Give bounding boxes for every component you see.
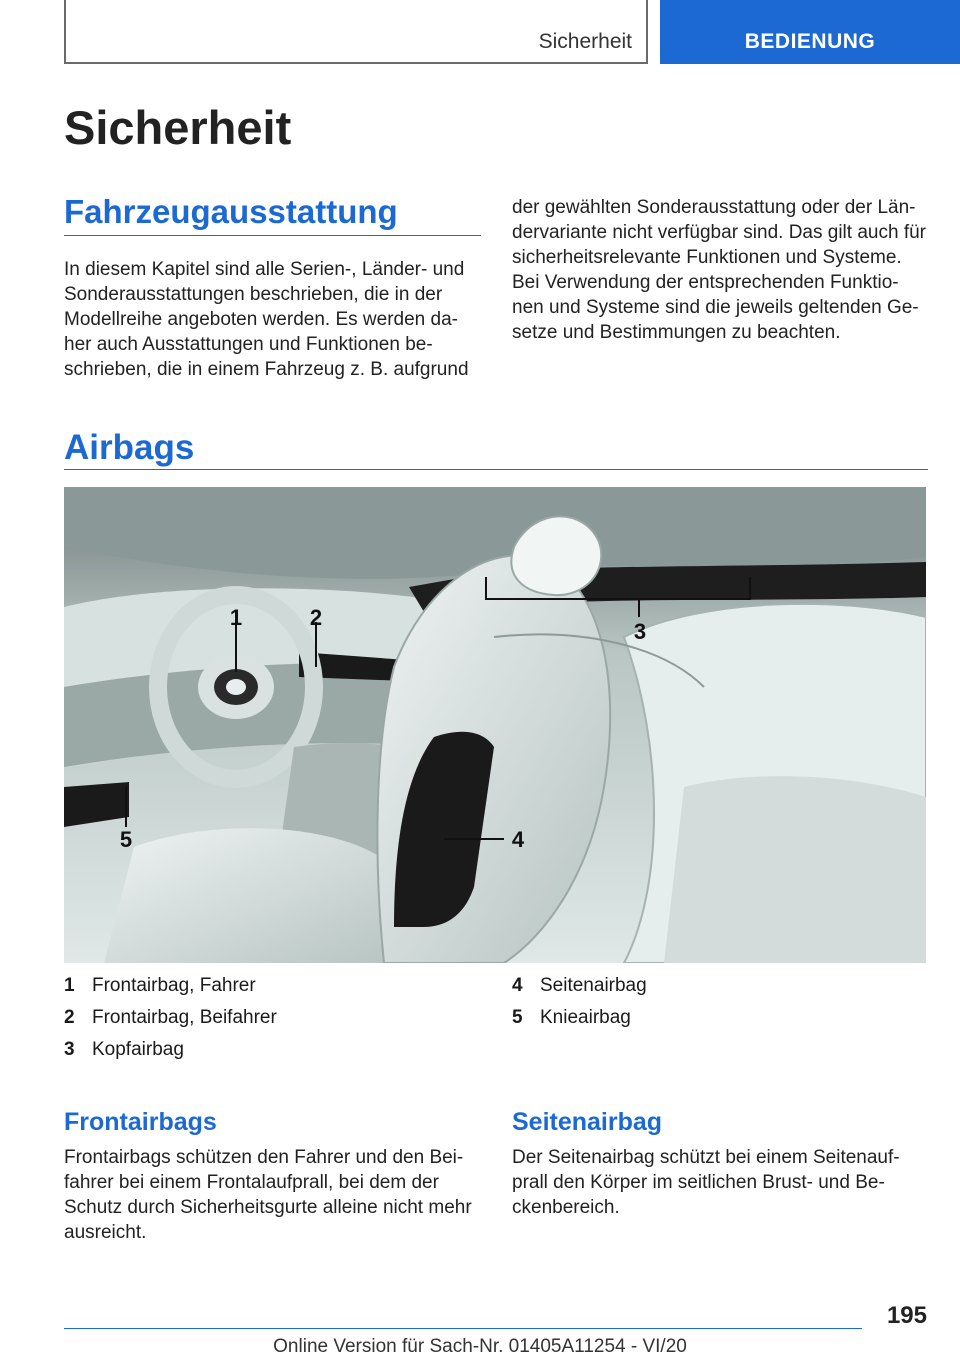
callout-1: 1 xyxy=(229,605,243,630)
callout-3: 3 xyxy=(633,619,647,644)
header-frame xyxy=(64,0,648,64)
page-number: 195 xyxy=(886,1302,927,1329)
airbag-illustration xyxy=(64,487,926,963)
page-title: Sicherheit xyxy=(64,101,292,154)
seitenairbag-text: Der Seitenairbag schützt bei einem Seitenauf- prall den Körper im seitlichen Brust- und Be- ckenbereich. xyxy=(512,1147,900,1218)
legend-item: 4 Seitenairbag xyxy=(512,975,647,996)
footer-version-text: Online Version für Sach-Nr. 01405A11254 - VI/20 xyxy=(273,1336,687,1357)
heading-frontairbags: Frontairbags xyxy=(64,1108,217,1136)
heading-rule xyxy=(64,469,928,470)
legend-item: 1 Frontairbag, Fahrer xyxy=(64,975,256,996)
callout-2: 2 xyxy=(309,605,323,630)
legend-item: 3 Kopfairbag xyxy=(64,1039,184,1060)
heading-rule xyxy=(64,235,481,236)
legend-col1 xyxy=(64,970,277,1066)
heading-seitenairbag: Seitenairbag xyxy=(512,1108,663,1136)
footer-rule xyxy=(64,1328,862,1329)
legend-item: 5 Knieairbag xyxy=(512,1007,631,1028)
legend-col2 xyxy=(512,970,647,1034)
intro-col1: In diesem Kapitel sind alle Serien-, Länder- und Sonderausstattungen beschrieben, die in der Modellreihe angeboten werden. Es werden da- her auch Ausstattungen und Funktionen be- schrieben, die in einem Fahrzeug z. B. aufgrund xyxy=(64,259,469,380)
header-section-label: Sicherheit xyxy=(538,30,632,53)
callout-5: 5 xyxy=(119,827,133,852)
heading-airbags: Airbags xyxy=(64,428,195,467)
legend-item: 2 Frontairbag, Beifahrer xyxy=(64,1007,277,1028)
intro-col2: der gewählten Sonderausstattung oder der Län- dervariante nicht verfügbar sind. Das gilt auch für sicherheitsrelevante Funktionen und Systeme. Bei Verwendung der entsprechenden Funktio- nen und Systeme sind die jeweils geltenden Ge- setze und Bestimmungen zu beachten. xyxy=(512,197,926,343)
heading-fahrzeugausstattung: Fahrzeugausstattung xyxy=(64,193,398,230)
header-tab-bedienung[interactable]: BEDIENUNG xyxy=(660,0,960,64)
callout-4: 4 xyxy=(511,827,525,852)
frontairbags-text: Frontairbags schützen den Fahrer und den Bei- fahrer bei einem Frontalaufprall, bei dem der Schutz durch Sicherheitsgurte alleine nicht mehr ausreicht. xyxy=(64,1147,472,1243)
